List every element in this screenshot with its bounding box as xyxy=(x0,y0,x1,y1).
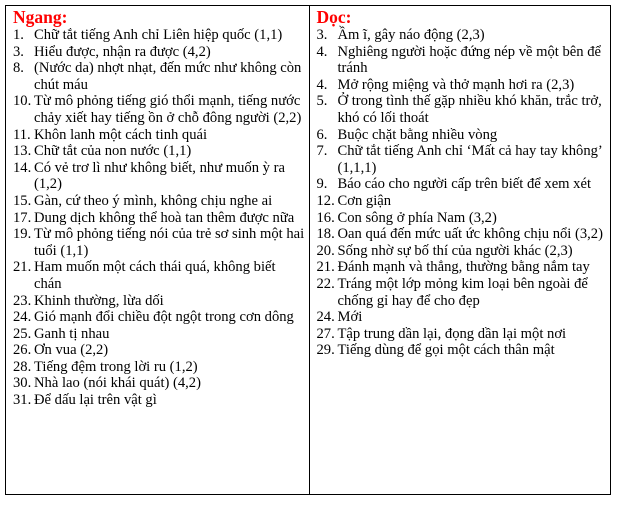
clue-text: Hiểu được, nhận ra được (4,2) xyxy=(34,43,211,60)
clue-item xyxy=(317,226,607,243)
clue-number: 12. xyxy=(316,192,335,209)
clue-text: Con sông ở phía Nam (3,2) xyxy=(337,209,497,226)
clue-text: Khinh thường, lừa dối xyxy=(34,292,164,309)
clue-text: Dung dịch không thể hoà tan thêm được nữa xyxy=(34,209,295,226)
down-clue-list xyxy=(317,27,607,359)
clue-item xyxy=(317,342,607,359)
clue-text: Đánh mạnh và thẳng, thường bằng nắm tay xyxy=(337,259,590,276)
clue-text: Chữ tắt của non nước (1,1) xyxy=(34,143,192,160)
clue-text: Gió mạnh đổi chiều đột ngột trong cơn dông xyxy=(34,309,294,326)
clue-item xyxy=(13,93,305,126)
clue-number: 1. xyxy=(13,27,24,43)
clue-number: 28. xyxy=(13,358,32,375)
across-clue-list xyxy=(13,27,305,409)
clue-number: 3. xyxy=(316,27,328,43)
clue-item xyxy=(317,243,607,260)
clue-number: 25. xyxy=(13,325,32,342)
clue-number: 11. xyxy=(13,126,31,143)
clue-item xyxy=(13,392,305,409)
clue-item xyxy=(317,326,607,343)
clue-item xyxy=(13,309,305,326)
clue-text: Mới xyxy=(337,309,363,326)
clue-item xyxy=(317,143,607,176)
clue-text: Oan quá đến mức uất ức không chịu nổi (3,2) xyxy=(337,226,603,243)
clue-text: (Nước da) nhợt nhạt, đến mức như không còn chút máu xyxy=(34,60,302,93)
clue-number: 24. xyxy=(13,309,32,326)
clue-item xyxy=(13,210,305,227)
clue-text: Tráng một lớp mỏng kim loại bên ngoài để chống gỉ hay để cho đẹp xyxy=(337,275,588,309)
clue-text: Có vẻ trơ lì như không biết, như muốn ỳ ra (1,2) xyxy=(34,159,285,193)
clue-item xyxy=(317,127,607,144)
clue-number: 21. xyxy=(13,259,32,276)
across-heading: Ngang: xyxy=(13,7,68,27)
clue-text: Chữ tắt tiếng Anh chỉ Liên hiệp quốc (1,1) xyxy=(34,27,283,43)
clue-number: 26. xyxy=(13,342,32,359)
clue-number: 29. xyxy=(316,342,335,359)
across-column xyxy=(6,6,310,494)
clue-item xyxy=(13,60,305,93)
clue-number: 21. xyxy=(316,259,335,276)
clue-item xyxy=(317,259,607,276)
clue-text: Nghiêng người hoặc đứng nép về một bên để tránh xyxy=(337,43,601,77)
clue-item xyxy=(13,127,305,144)
clue-text: Để dấu lại trên vật gì xyxy=(34,392,157,409)
clue-item xyxy=(317,210,607,227)
clue-text: Tiếng dùng để gọi một cách thân mật xyxy=(337,342,555,359)
clue-number: 14. xyxy=(13,159,32,176)
clue-number: 22. xyxy=(316,275,335,292)
clue-item xyxy=(317,93,607,126)
clue-item xyxy=(317,276,607,309)
clue-item xyxy=(13,193,305,210)
down-column xyxy=(310,6,611,494)
clue-item xyxy=(13,44,305,61)
clue-number: 6. xyxy=(316,126,328,143)
clue-number: 4. xyxy=(316,76,328,93)
clue-number: 13. xyxy=(13,143,32,160)
clue-item xyxy=(317,27,607,44)
clue-item xyxy=(13,259,305,292)
clue-text: Chữ tắt tiếng Anh chỉ ‘Mất cả hay tay không’ (1,1,1) xyxy=(337,143,602,176)
clue-number: 16. xyxy=(316,209,335,226)
clue-item xyxy=(13,375,305,392)
clue-item xyxy=(317,77,607,94)
crossword-clue-table xyxy=(5,5,611,495)
clue-number: 23. xyxy=(13,292,32,309)
clue-item xyxy=(13,160,305,193)
clue-number: 9. xyxy=(316,176,328,193)
clue-item xyxy=(13,293,305,310)
clue-number: 31. xyxy=(13,392,32,409)
clue-text: Sống nhờ sự bố thí của người khác (2,3) xyxy=(337,242,573,259)
clue-text: Buộc chặt bằng nhiều vòng xyxy=(337,126,498,143)
clue-text: Từ mô phỏng tiếng nói của trẻ sơ sinh một hai tuổi (1,1) xyxy=(34,226,305,259)
clue-text: Cơn giận xyxy=(337,192,392,209)
clue-item xyxy=(13,359,305,376)
clue-number: 20. xyxy=(316,242,335,259)
clue-text: Gàn, cứ theo ý mình, không chịu nghe ai xyxy=(34,192,273,209)
clue-number: 8. xyxy=(13,60,24,77)
clue-item xyxy=(13,143,305,160)
clue-number: 18. xyxy=(316,226,335,243)
clue-number: 19. xyxy=(13,226,32,243)
clue-text: Nhà lao (nói khái quát) (4,2) xyxy=(34,375,201,392)
clue-number: 10. xyxy=(13,93,32,110)
clue-number: 7. xyxy=(316,143,328,160)
clue-text: Tập trung dần lại, đọng dần lại một nơi xyxy=(337,325,567,342)
clue-item xyxy=(13,27,305,44)
clue-text: Ầm ĩ, gây náo động (2,3) xyxy=(337,27,485,43)
clue-text: Báo cáo cho người cấp trên biết để xem xét xyxy=(337,176,591,193)
clue-number: 24. xyxy=(316,309,335,326)
clue-number: 15. xyxy=(13,192,32,209)
clue-text: Ham muốn một cách thái quá, không biết chán xyxy=(34,259,276,292)
clue-text: Mở rộng miệng và thở mạnh hơi ra (2,3) xyxy=(337,76,575,93)
clue-text: Từ mô phỏng tiếng gió thổi mạnh, tiếng nước chảy xiết hay tiếng ồn ở chỗ đông người (2,2) xyxy=(34,93,302,126)
clue-number: 17. xyxy=(13,209,32,226)
down-heading: Dọc: xyxy=(316,7,352,27)
clue-item xyxy=(317,176,607,193)
clue-item xyxy=(317,44,607,77)
clue-text: Tiếng đệm trong lời ru (1,2) xyxy=(34,358,198,375)
clue-text: Ở trong tình thế gặp nhiều khó khăn, trắc trở, khó có lối thoát xyxy=(337,93,602,126)
clue-item xyxy=(13,226,305,259)
clue-number: 5. xyxy=(316,93,328,110)
clue-text: Khôn lanh một cách tinh quái xyxy=(34,126,208,143)
clue-text: Ơn vua (2,2) xyxy=(34,342,109,359)
clue-item xyxy=(317,309,607,326)
clue-item xyxy=(317,193,607,210)
clue-item xyxy=(13,342,305,359)
clue-number: 3. xyxy=(13,43,24,60)
clue-number: 27. xyxy=(316,325,335,342)
clue-number: 4. xyxy=(316,43,328,60)
clue-number: 30. xyxy=(13,375,32,392)
clue-text: Ganh tị nhau xyxy=(34,325,110,342)
clue-item xyxy=(13,326,305,343)
